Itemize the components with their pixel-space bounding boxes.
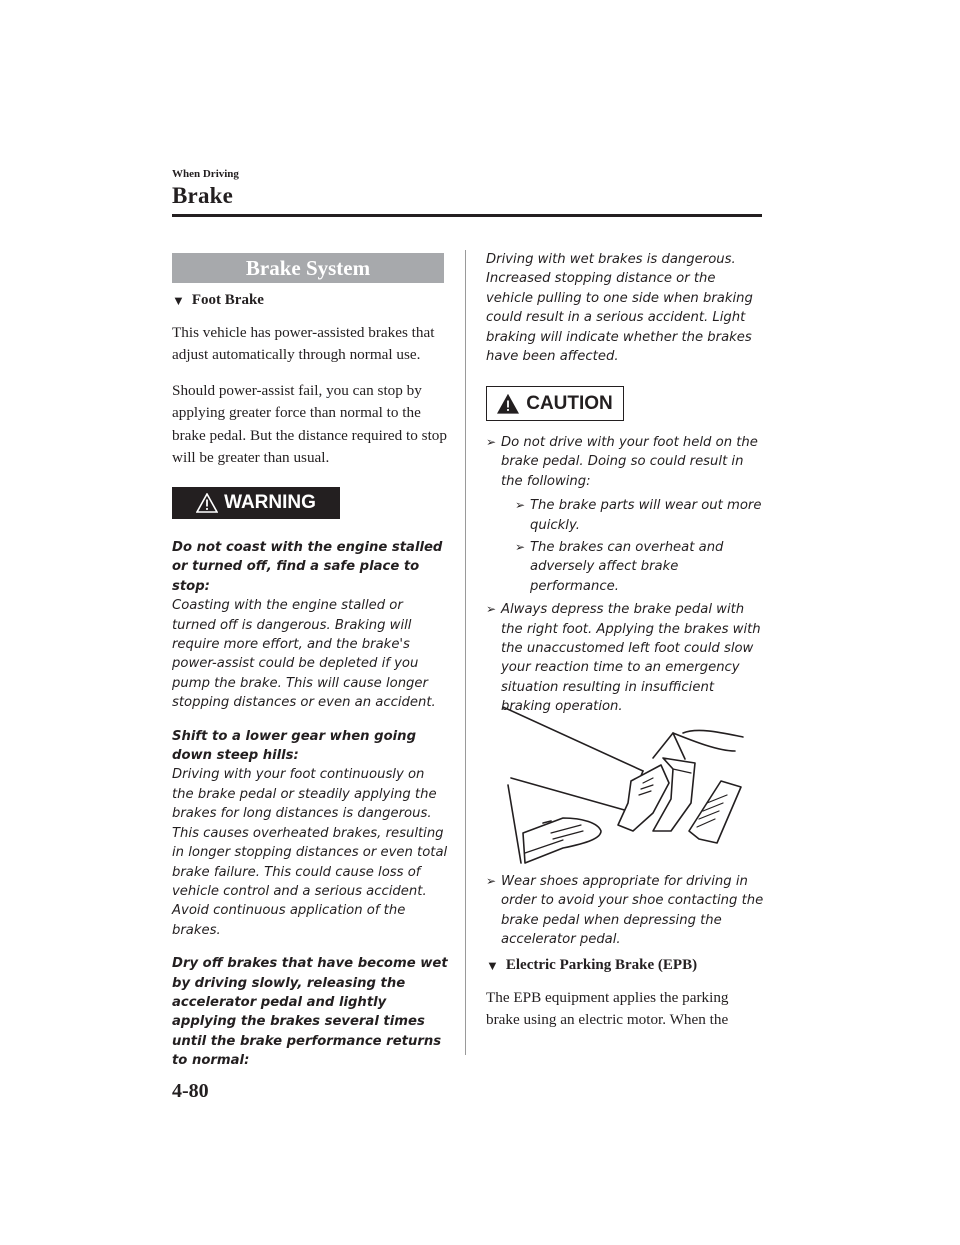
caution-sub-item [515, 496, 766, 535]
warning-heading: Shift to a lower gear when going down steep hills: [172, 728, 417, 764]
warning-triangle-icon [196, 493, 218, 513]
caution-item [486, 433, 766, 596]
arrow-bullet-icon: ➢ [486, 435, 497, 449]
warning-label [172, 487, 340, 519]
paragraph: This vehicle has power-assisted brakes that adjust automatically through normal use. [172, 324, 435, 364]
caution-sub-item-text: The brake parts will wear out more quickly. [530, 498, 762, 533]
caution-item-text: Do not drive with your foot held on the brake pedal. Doing so could result in the following: [501, 435, 758, 489]
caution-label-text: CAUTION [526, 392, 613, 414]
epb-heading-text: Electric Parking Brake (EPB) [505, 957, 698, 973]
caution-item-text: Wear shoes appropriate for driving in order to avoid your shoe contacting the brake pedal when depressing the accelerator pedal. [501, 874, 764, 948]
header-rule [172, 214, 762, 217]
running-header-title: Brake [172, 183, 234, 208]
epb-heading [486, 957, 697, 974]
warning-item [172, 727, 450, 940]
foot-brake-heading-text: Foot Brake [191, 292, 264, 308]
down-triangle-icon: ▼ [172, 292, 185, 308]
warning-heading: Do not coast with the engine stalled or turned off, find a safe place to stop: [172, 540, 443, 594]
page-number: 4-80 [172, 1080, 209, 1102]
arrow-bullet-icon: ➢ [486, 874, 497, 888]
foot-on-brake-pedal-illustration [503, 703, 765, 868]
paragraph: Should power-assist fail, you can stop by applying greater force than normal to the brake pedal. But the distance required to stop will be greater than usual. [172, 381, 447, 467]
section-banner: Brake System [172, 253, 444, 283]
running-header-section: When Driving [172, 168, 239, 180]
down-triangle-icon: ▼ [486, 957, 499, 973]
caution-sub-item [515, 538, 766, 596]
warning-item [172, 954, 450, 1070]
warning-text: Driving with your foot continuously on the brake pedal or steadily applying the brakes for long distances is dangerous. This causes overheated brakes, resulting in longer stopping distances or even total brake failure. This could cause loss of vehicle control and a serious accident. Avoid continuous application of the brakes. [172, 767, 448, 938]
warning-item [172, 538, 450, 713]
caution-item-text: Always depress the brake pedal with the right foot. Applying the brakes with the unaccustomed left foot could slow your reaction time to an emergency situation resulting in insufficient braking operation. [501, 602, 761, 715]
epb-body: The EPB equipment applies the parking brake using an electric motor. When the [486, 989, 729, 1029]
caution-sub-list [515, 496, 766, 596]
caution-item [486, 600, 766, 716]
arrow-bullet-icon: ➢ [515, 540, 526, 555]
warning-label-text: WARNING [224, 492, 316, 513]
warning-text-block [172, 538, 450, 1085]
caution-item [486, 872, 766, 950]
warning-continued-text: Driving with wet brakes is dangerous. Increased stopping distance or the vehicle pulling to one side when braking could result in a serious accident. Light braking will indicate whether the brakes have been affected. [486, 252, 753, 365]
caution-triangle-icon [497, 394, 519, 414]
foot-brake-heading [172, 292, 264, 309]
arrow-bullet-icon: ➢ [486, 602, 497, 617]
warning-text: Coasting with the engine stalled or turned off is dangerous. Braking will require more effort, and the brake's power-assist could be depleted if you pump the brake. This will cause longer stopping distances or even an accident. [172, 598, 436, 711]
foot-brake-body [172, 322, 447, 482]
warning-heading: Dry off brakes that have become wet by driving slowly, releasing the accelerator pedal and lightly applying the brakes several times until the brake performance returns to normal: [172, 956, 448, 1069]
column-divider [465, 250, 466, 1055]
caution-list-continued [486, 872, 766, 953]
arrow-bullet-icon: ➢ [515, 498, 526, 513]
caution-sub-item-text: The brakes can overheat and adversely affect brake performance. [530, 540, 724, 594]
caution-list [486, 433, 766, 720]
caution-label [486, 386, 624, 421]
